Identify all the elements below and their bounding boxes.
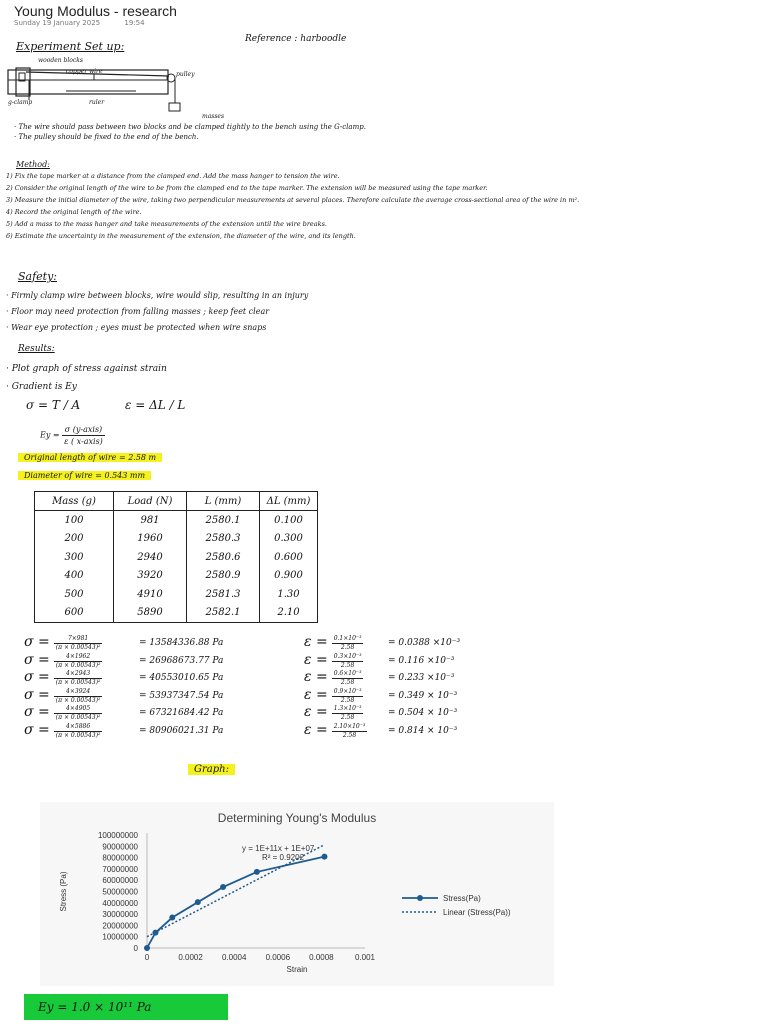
data-point [220, 884, 226, 890]
y-tick-label: 80000000 [102, 853, 138, 863]
results-heading: Results: [18, 344, 55, 354]
table-row: 500 4910 2581.3 1.30 [35, 585, 318, 604]
conclusion: Ey = 1.0 × 10¹¹ Pa [24, 994, 228, 1020]
label-ruler: ruler [89, 99, 105, 106]
col-length: L (mm) [187, 492, 260, 511]
calc-row: σ = $\frac{4\times 2943}{\text{(π × 0.00543)²}}$ = 40553010.65 Pa ε = $\frac{\text{0.6×10⁻³}}{2.58}$ = 0.233 ×10⁻³ [24, 669, 455, 686]
apparatus-diagram [6, 56, 216, 112]
safety-item: · Wear eye protection ; eyes must be protected when wire snaps [6, 323, 267, 332]
calc-row: σ = $\frac{4\times 4905}{\text{(π × 0.00543)²}}$ = 67321684.42 Pa ε = $\frac{\text{1.3×10⁻³}}{2.58}$ = 0.504 × 10⁻³ [24, 704, 458, 721]
x-tick-label: 0.0006 [265, 953, 291, 962]
safety-heading: Safety: [18, 270, 58, 283]
y-tick-label: 100000000 [97, 831, 138, 840]
label-wooden-blocks: wooden blocks [38, 57, 83, 64]
table-row: 300 2940 2580.6 0.600 [35, 548, 318, 567]
calc-row: σ = $\frac{4\times 3924}{\text{(π × 0.00543)²}}$ = 53937347.54 Pa ε = $\frac{\text{0.9×10⁻³}}{2.58}$ = 0.349 × 10⁻³ [24, 686, 458, 704]
calc-row: σ = $\frac{4\times 1962}{\text{(π × 0.00543)²}}$ = 26968673.77 Pa ε = $\frac{\text{0.3×10⁻³}}{2.58}$ = 0.116 ×10⁻³ [24, 651, 455, 669]
results-list [6, 360, 167, 396]
setup-heading: Experiment Set up: [16, 40, 125, 53]
safety-item: · Floor may need protection from falling masses ; keep feet clear [6, 307, 270, 316]
y-tick-label: 70000000 [102, 864, 138, 874]
method-steps [6, 170, 579, 242]
table-row: 600 5890 2582.1 2.10 [35, 604, 318, 623]
y-tick-label: 40000000 [102, 898, 138, 908]
calc-row: σ = $\frac{7\times 981}{\text{(π × 0.00543)²}}$ = 13584336.88 Pa ε = $\frac{\text{0.1×10⁻³}}{2.58}$ = 0.0388 ×10⁻³ [24, 634, 461, 651]
r-squared: R² = 0.9202 [262, 853, 305, 862]
setup-note: · The pulley should be fixed to the end of the bench. [14, 133, 199, 141]
y-tick-label: 60000000 [102, 876, 138, 886]
method-step: 2) Consider the original length of the wire to be from the clamped end to the tape marker. The extension will be measured using the tape marker. [6, 184, 488, 192]
x-axis-label: Strain [286, 965, 308, 974]
legend-series-label: Stress(Pa) [443, 894, 481, 903]
safety-item: · Firmly clamp wire between blocks, wire would slip, resulting in an injury [6, 291, 309, 300]
data-point [152, 930, 158, 936]
highlight-original-length: Original length of wire = 2.58 m [18, 453, 162, 462]
x-tick-label: 0.001 [354, 953, 376, 962]
safety-list [6, 288, 308, 336]
y-axis-label: Stress (Pa) [59, 871, 68, 912]
y-tick-label: 10000000 [102, 932, 138, 942]
x-tick-label: 0 [144, 953, 150, 962]
legend-trend-label: Linear (Stress(Pa)) [443, 908, 511, 917]
y-tick-label: 0 [133, 944, 138, 953]
results-table [34, 491, 318, 623]
y-tick-label: 50000000 [102, 887, 138, 897]
col-extension: ΔL (mm) [260, 492, 318, 511]
formula-youngs: Ey = $\frac{\text{σ (y-axis)}}{\text{ε ( x-axis)}}$ [40, 425, 103, 446]
data-point [169, 915, 175, 921]
y-tick-label: 90000000 [102, 842, 138, 852]
setup-note: · The wire should pass between two blocks and be clamped tightly to the bench using the G-clamp. [14, 123, 366, 131]
chart-title: Determining Young's Modulus [217, 811, 377, 825]
data-point [254, 869, 260, 875]
formula-strain: ε = ΔL / L [125, 398, 186, 412]
page-meta [14, 19, 167, 27]
label-masses: masses [202, 113, 225, 120]
results-item: · Plot graph of stress against strain [6, 364, 167, 374]
col-load: Load (N) [114, 492, 187, 511]
x-tick-label: 0.0008 [309, 953, 334, 962]
table-row: 100 981 2580.1 0.100 [35, 511, 318, 530]
setup-notes [14, 122, 366, 142]
method-step: 5) Add a mass to the mass hanger and take measurements of the extension until the wire breaks. [6, 220, 327, 228]
graph-label: Graph: [188, 764, 235, 775]
data-point [195, 899, 201, 905]
page-time: 19:54 [124, 19, 145, 27]
highlight-diameter: Diameter of wire = 0.543 mm [18, 471, 151, 480]
calc-row: σ = $\frac{4\times 5886}{\text{(π × 0.00543)²}}$ = 80906021.31 Pa ε = $\frac{\text{2.10×10⁻³}}{2.58}$ = 0.814 × 10⁻³ [24, 721, 458, 739]
reference-note: Reference : harboodle [245, 34, 347, 44]
method-step: 1) Fix the tape marker at a distance from the clamped end. Add the mass hanger to tension the wire. [6, 172, 340, 180]
data-point [144, 945, 150, 951]
table-row: 400 3920 2580.9 0.900 [35, 567, 318, 586]
method-heading: Method: [16, 160, 50, 169]
y-tick-label: 30000000 [102, 910, 138, 920]
x-tick-label: 0.0004 [221, 953, 247, 962]
method-step: 4) Record the original length of the wire. [6, 208, 142, 216]
col-mass: Mass (g) [35, 492, 114, 511]
trend-equation: y = 1E+11x + 1E+07 [242, 844, 315, 853]
table-header-row [35, 492, 318, 511]
page-date: Sunday 19 January 2025 [14, 19, 101, 27]
results-item: · Gradient is Ey [6, 382, 77, 392]
stress-strain-chart [40, 802, 554, 986]
formula-stress: σ = T / A [26, 398, 81, 412]
data-point [321, 854, 327, 860]
label-pulley: pulley [176, 71, 195, 78]
method-step: 3) Measure the initial diameter of the wire, taking two perpendicular measurements at several places. Therefore calculate the average cross-sectional area of the wire in m². [6, 196, 580, 204]
y-tick-label: 20000000 [102, 921, 138, 931]
page-title: Young Modulus - research [14, 3, 177, 19]
method-step: 6) Estimate the uncertainty in the measurement of the extension, the diameter of the wire, and its length. [6, 232, 356, 240]
x-tick-label: 0.0002 [178, 953, 203, 962]
label-g-clamp: g-clamp [8, 99, 33, 106]
legend-series-marker [417, 895, 423, 901]
label-copper-wire: copper wire [66, 68, 103, 75]
table-row: 200 1960 2580.3 0.300 [35, 530, 318, 549]
